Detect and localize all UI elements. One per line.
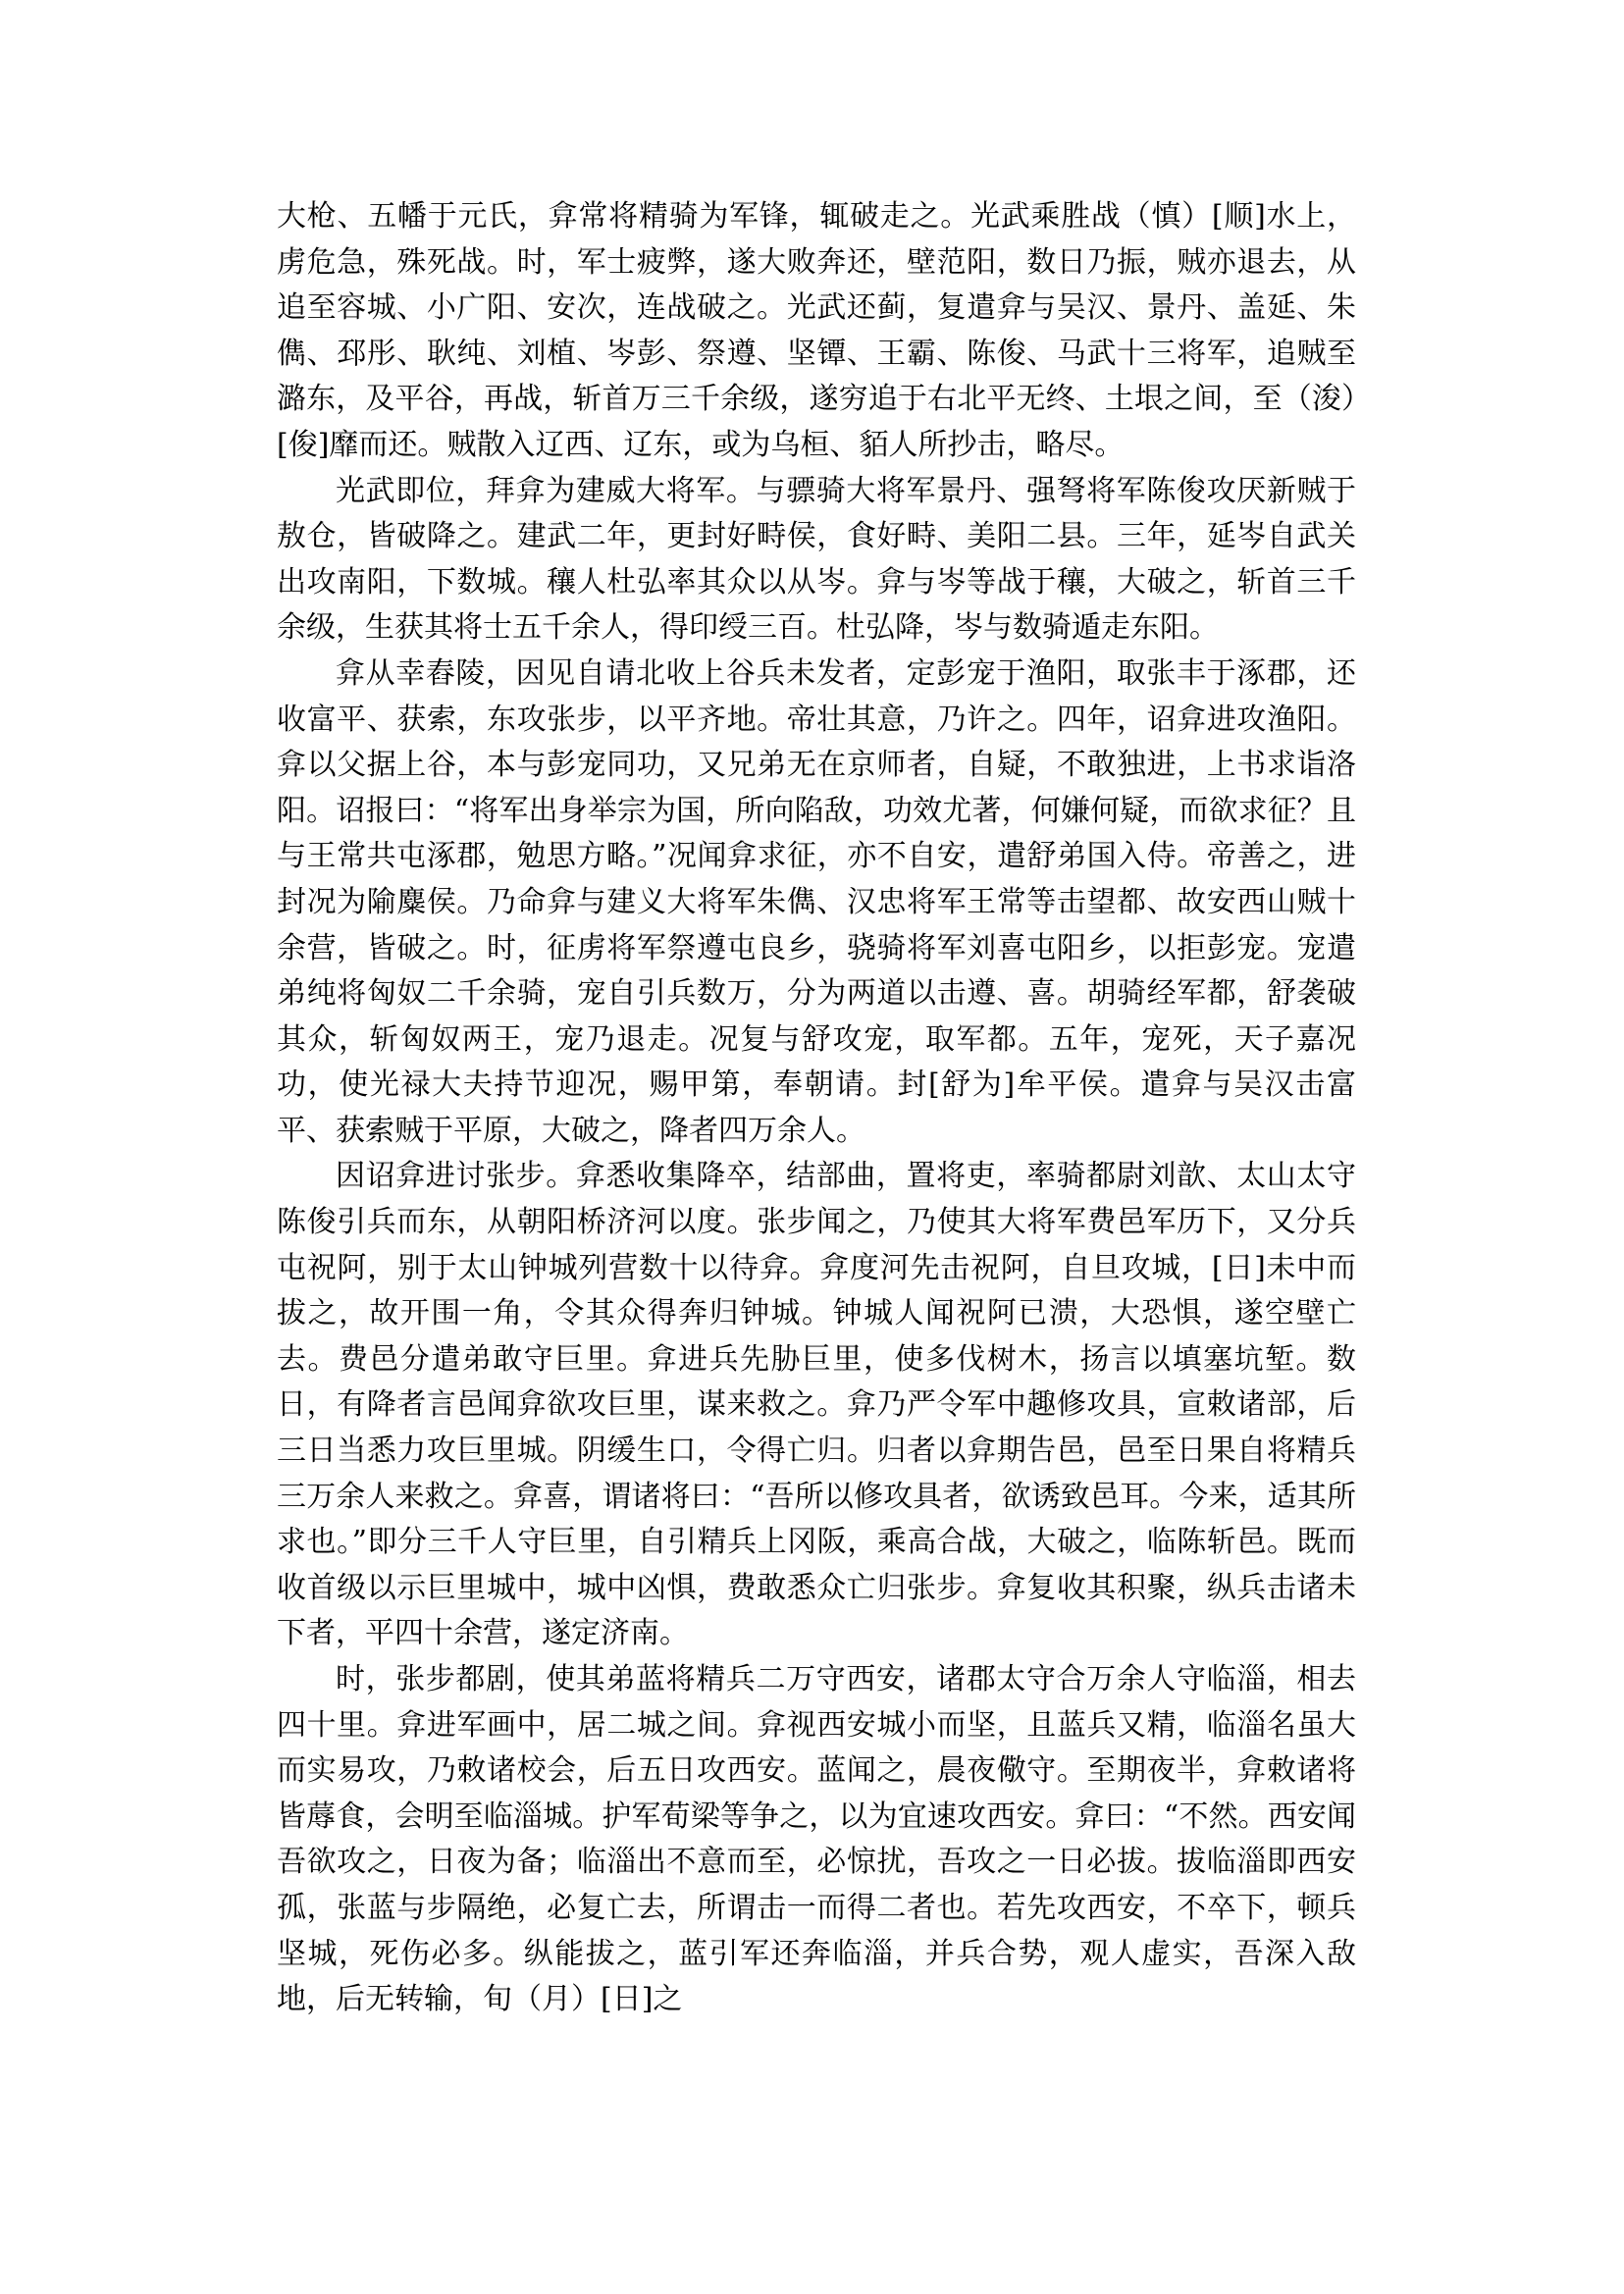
paragraph-1: 大枪、五幡于元氏，弇常将精骑为军锋，辄破走之。光武乘胜战（慎）[顺]水上，虏危急，殊死战。时，军士疲弊，遂大败奔还，壁范阳，数日乃振，贼亦退去，从追至容城、小广阳、安次，连战破之。光武还蓟，复遣弇与吴汉、景丹、盖延、朱儁、邳彤、耿纯、刘植、岑彭、祭遵、坚镡、王霸、陈俊、马武十三将军，追贼至潞东，及平谷，再战，斩首万三千余级，遂穷追于右北平无终、土垠之间，至（浚）[俊]靡而还。贼散入辽西、辽东，或为乌桓、貊人所抄击，略尽。 bbox=[277, 199, 1356, 462]
paragraph-2: 光武即位，拜弇为建威大将军。与骠骑大将军景丹、强弩将军陈俊攻厌新贼于敖仓，皆破降之。建武二年，更封好畤侯，食好畤、美阳二县。三年，延岑自武关出攻南阳，下数城。穰人杜弘率其众以从岑。弇与岑等战于穰，大破之，斩首三千余级，生获其将士五千余人，得印绶三百。杜弘降，岑与数骑遁走东阳。 bbox=[277, 473, 1356, 646]
paragraph-5: 时，张步都剧，使其弟蓝将精兵二万守西安，诸郡太守合万余人守临淄，相去四十里。弇进军画中，居二城之间。弇视西安城小而坚，且蓝兵又精，临淄名虽大而实易攻，乃敕诸校会，后五日攻西安。蓝闻之，晨夜儆守。至期夜半，弇敕诸将皆蓐食，会明至临淄城。护军荀梁等争之，以为宜速攻西安。弇曰：“不然。西安闻吾欲攻之，日夜为备；临淄出不意而至，必惊扰，吾攻之一日必拔。拔临淄即西安孤，张蓝与步隔绝，必复亡去，所谓击一而得二者也。若先攻西安，不卒下，顿兵坚城，死伤必多。纵能拔之，蓝引军还奔临淄，并兵合势，观人虚实，吾深入敌地，后无转输，旬（月）[日]之 bbox=[277, 1662, 1356, 2017]
paragraph-3: 弇从幸舂陵，因见自请北收上谷兵未发者，定彭宠于渔阳，取张丰于涿郡，还收富平、获索，东攻张步，以平齐地。帝壮其意，乃许之。四年，诏弇进攻渔阳。弇以父据上谷，本与彭宠同功，又兄弟无在京师者，自疑，不敢独进，上书求诣洛阳。诏报曰：“将军出身举宗为国，所向陷敌，功效尤著，何嫌何疑，而欲求征？且与王常共屯涿郡，勉思方略。”况闻弇求征，亦不自安，遣舒弟国入侍。帝善之，进封况为隃麋侯。乃命弇与建义大将军朱儁、汉忠将军王常等击望都、故安西山贼十余营，皆破之。时，征虏将军祭遵屯良乡，骁骑将军刘喜屯阳乡，以拒彭宠。宠遣弟纯将匈奴二千余骑，宠自引兵数万，分为两道以击遵、喜。胡骑经军都，舒袭破其众，斩匈奴两王，宠乃退走。况复与舒攻宠，取军都。五年，宠死，天子嘉况功，使光禄大夫持节迎况，赐甲第，奉朝请。封[舒为]牟平侯。遣弇与吴汉击富平、获索贼于平原，大破之，降者四万余人。 bbox=[277, 655, 1356, 1148]
paragraph-4: 因诏弇进讨张步。弇悉收集降卒，结部曲，置将吏，率骑都尉刘歆、太山太守陈俊引兵而东，从朝阳桥济河以度。张步闻之，乃使其大将军费邑军历下，又分兵屯祝阿，别于太山钟城列营数十以待弇。弇度河先击祝阿，自旦攻城，[日]未中而拔之，故开围一角，令其众得奔归钟城。钟城人闻祝阿已溃，大恐惧，遂空壁亡去。费邑分遣弟敢守巨里。弇进兵先胁巨里，使多伐树木，扬言以填塞坑堑。数日，有降者言邑闻弇欲攻巨里，谋来救之。弇乃严令军中趣修攻具，宣敕诸部，后三日当悉力攻巨里城。阴缓生口，令得亡归。归者以弇期告邑，邑至日果自将精兵三万余人来救之。弇喜，谓诸将曰：“吾所以修攻具者，欲诱致邑耳。今来，适其所求也。”即分三千人守巨里，自引精兵上冈阪，乘高合战，大破之，临陈斩邑。既而收首级以示巨里城中，城中凶惧，费敢悉众亡归张步。弇复收其积聚，纵兵击诸未下者，平四十余营，遂定济南。 bbox=[277, 1159, 1356, 1651]
body-text bbox=[277, 194, 1356, 2023]
